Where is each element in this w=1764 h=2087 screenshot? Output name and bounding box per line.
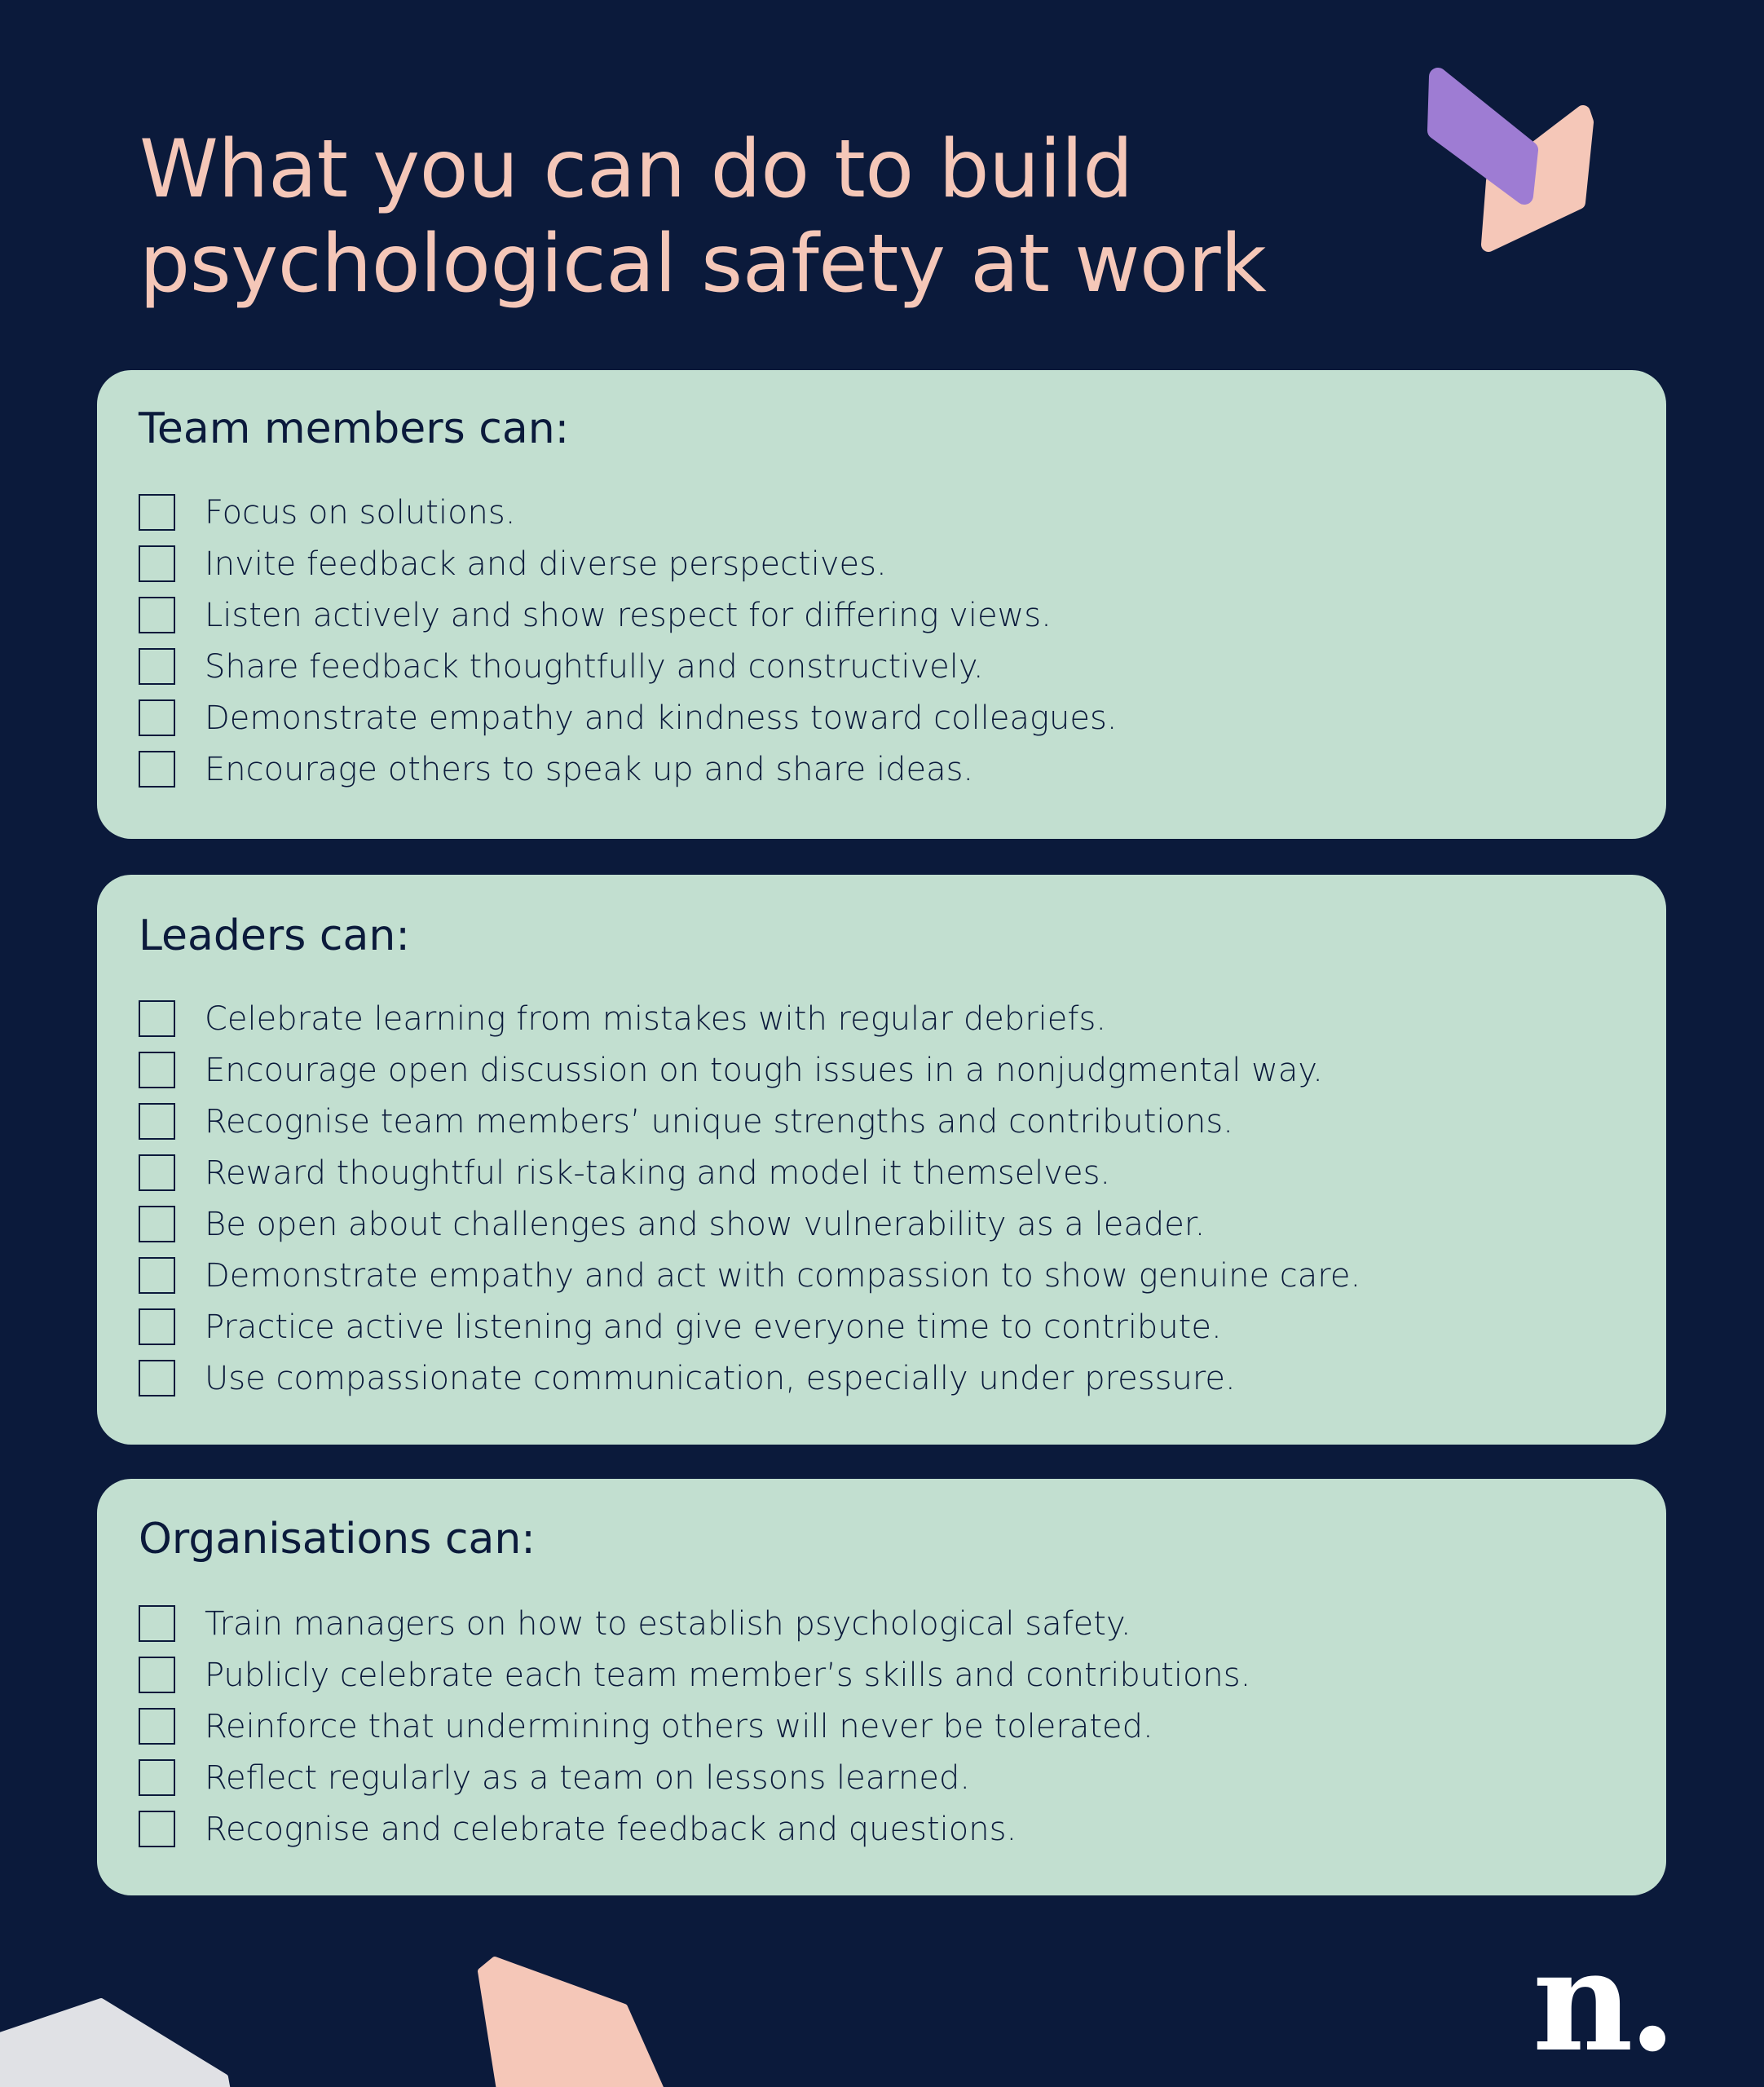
checklist-item bbox=[139, 487, 1118, 538]
checkbox[interactable] bbox=[139, 545, 175, 582]
checklist-item bbox=[139, 641, 1118, 692]
checklist-item-text: Encourage others to speak up and share ideas. bbox=[205, 750, 974, 788]
checklist-item-text: Demonstrate empathy and act with compassion to show genuine care. bbox=[205, 1256, 1361, 1295]
checkbox[interactable] bbox=[139, 1154, 175, 1191]
purple-shape-top bbox=[1436, 77, 1529, 196]
checklist-item-text: Reflect regularly as a team on lessons learned. bbox=[205, 1758, 971, 1797]
checklist-item bbox=[139, 993, 1360, 1044]
pink-shape-bottom bbox=[481, 1960, 664, 2087]
checklist-item bbox=[139, 1752, 1250, 1803]
organisations-card bbox=[97, 1479, 1666, 1895]
checkbox[interactable] bbox=[139, 1759, 175, 1796]
checklist-item-text: Publicly celebrate each team member’s skills and contributions. bbox=[205, 1656, 1251, 1694]
checkbox[interactable] bbox=[139, 1605, 175, 1642]
team-members-card bbox=[97, 370, 1666, 839]
checklist bbox=[139, 1598, 1250, 1855]
title-line-2: psychological safety at work bbox=[139, 218, 1267, 311]
checklist bbox=[139, 993, 1360, 1404]
section-heading: Organisations can: bbox=[139, 1515, 536, 1564]
checklist-item bbox=[139, 589, 1118, 641]
checklist-item bbox=[139, 1598, 1250, 1649]
checkbox[interactable] bbox=[139, 1052, 175, 1088]
checkbox[interactable] bbox=[139, 699, 175, 736]
checklist-item-text: Recognise and celebrate feedback and questions. bbox=[205, 1810, 1017, 1848]
checklist-item bbox=[139, 1147, 1360, 1198]
checklist-item-text: Reward thoughtful risk-taking and model it themselves. bbox=[205, 1154, 1111, 1192]
checklist-item-text: Celebrate learning from mistakes with regular debriefs. bbox=[205, 999, 1107, 1038]
checklist bbox=[139, 487, 1118, 795]
checklist-item bbox=[139, 1044, 1360, 1096]
checklist-item-text: Share feedback thoughtfully and constructively. bbox=[205, 647, 984, 686]
checkbox[interactable] bbox=[139, 494, 175, 531]
title-line-1: What you can do to build bbox=[139, 123, 1133, 216]
checklist-item-text: Reinforce that undermining others will never be tolerated. bbox=[205, 1707, 1153, 1745]
checkbox[interactable] bbox=[139, 1657, 175, 1693]
checklist-item-text: Focus on solutions. bbox=[205, 493, 516, 532]
checklist-item-text: Recognise team members’ unique strengths and contributions. bbox=[205, 1102, 1233, 1141]
checklist-item bbox=[139, 1301, 1360, 1352]
checkbox[interactable] bbox=[139, 1103, 175, 1140]
checkbox[interactable] bbox=[139, 1257, 175, 1294]
checklist-item-text: Demonstrate empathy and kindness toward colleagues. bbox=[205, 699, 1118, 737]
grey-shape-bottom bbox=[0, 2001, 228, 2087]
checklist-item-text: Encourage open discussion on tough issues in a nonjudgmental way. bbox=[205, 1051, 1324, 1089]
logo: n. bbox=[1532, 1920, 1672, 2083]
page-title bbox=[139, 122, 1266, 311]
checklist-item-text: Invite feedback and diverse perspectives. bbox=[205, 545, 887, 583]
checklist-item bbox=[139, 743, 1118, 795]
checklist-item bbox=[139, 1198, 1360, 1250]
checkbox[interactable] bbox=[139, 751, 175, 788]
checklist-item bbox=[139, 1352, 1360, 1404]
checklist-item bbox=[139, 1250, 1360, 1301]
checkbox[interactable] bbox=[139, 1308, 175, 1345]
checklist-item-text: Listen actively and show respect for differing views. bbox=[205, 596, 1052, 634]
checkbox[interactable] bbox=[139, 597, 175, 633]
checklist-item bbox=[139, 692, 1118, 743]
checkbox[interactable] bbox=[139, 1206, 175, 1242]
checklist-item bbox=[139, 1701, 1250, 1752]
checkbox[interactable] bbox=[139, 1708, 175, 1745]
checklist-item-text: Use compassionate communication, especially under pressure. bbox=[205, 1359, 1236, 1397]
checklist-item bbox=[139, 1096, 1360, 1147]
leaders-card bbox=[97, 875, 1666, 1445]
checkbox[interactable] bbox=[139, 1000, 175, 1037]
checkbox[interactable] bbox=[139, 648, 175, 685]
checklist-item bbox=[139, 538, 1118, 589]
checkbox[interactable] bbox=[139, 1360, 175, 1396]
section-heading: Team members can: bbox=[139, 404, 570, 453]
checklist-item-text: Be open about challenges and show vulnerability as a leader. bbox=[205, 1205, 1206, 1243]
checklist-item-text: Practice active listening and give everyone time to contribute. bbox=[205, 1308, 1222, 1346]
checklist-item-text: Train managers on how to establish psychological safety. bbox=[205, 1604, 1131, 1643]
checklist-item bbox=[139, 1649, 1250, 1701]
checklist-item bbox=[139, 1803, 1250, 1855]
checkbox[interactable] bbox=[139, 1811, 175, 1847]
section-heading: Leaders can: bbox=[139, 911, 410, 960]
